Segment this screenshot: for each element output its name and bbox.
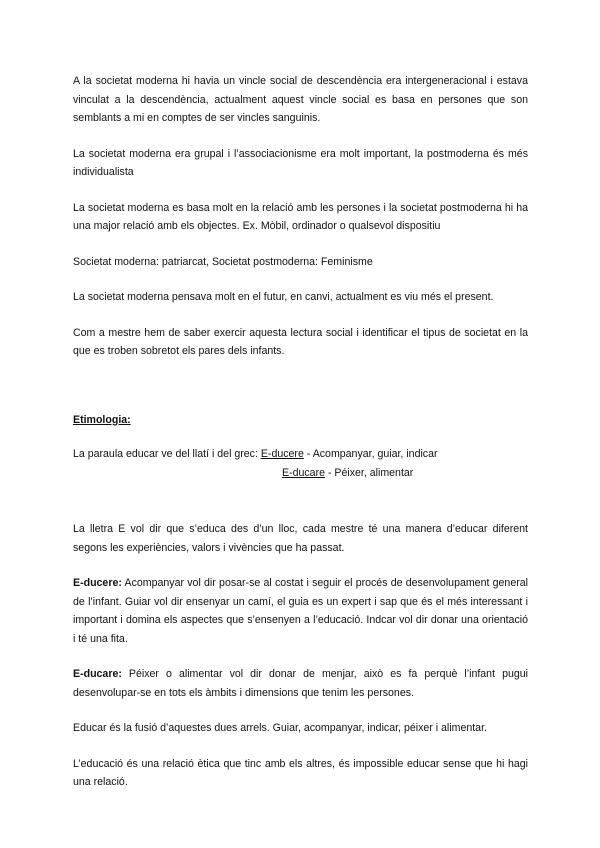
- paragraph-futur: La societat moderna pensava molt en el futur, en canvi, actualment es viu més el present.: [73, 291, 494, 303]
- etimologia-intro: La paraula educar ve del llatí i del grec:: [73, 448, 261, 460]
- paragraph-educare: [73, 665, 528, 702]
- definition-educere: - Acompanyar, guiar, indicar: [303, 448, 438, 460]
- paragraph-associacionisme: La societat moderna era grupal i l’associacionisme era molt important, la postmoderna és més individualista: [73, 147, 528, 178]
- definition-educare: - Péixer, alimentar: [325, 466, 414, 479]
- educare-text: Péixer o alimentar vol dir donar de menjar, això es fa perquè l’infant pugui desenvolupar-se en tots els àmbits i dimensions que tenim les persones.: [73, 668, 528, 699]
- paragraph-educere: [73, 574, 528, 648]
- paragraph-mestre: Com a mestre hem de saber exercir aquesta lectura social i identificar el tipus de societat en la que es troben sobretot els pares dels infants.: [73, 326, 528, 357]
- paragraph-lletra-e: La lletra E vol dir que s’educa des d’un lloc, cada mestre té una manera d’educar diferent segons les experiències, valors i vivències que ha passat.: [73, 523, 528, 554]
- etimologia-line-2: [73, 464, 528, 483]
- paragraph-fusio: Educar és la fusió d’aquestes dues arrels. Guiar, acompanyar, indicar, péixer i alimentar.: [73, 722, 487, 734]
- educere-label: E-ducere:: [73, 577, 122, 589]
- term-educere: E-ducere: [260, 448, 304, 460]
- paragraph-objectes: La societat moderna es basa molt en la relació amb les persones i la societat postmoderna hi ha una major relació amb els objectes. Ex. Mòbil, ordinador o qualsevol dispositiu: [73, 201, 528, 232]
- paragraph-patriarcat: Societat moderna: patriarcat, Societat postmoderna: Feminisme: [73, 255, 373, 268]
- educare-label: E-ducare:: [73, 668, 122, 680]
- paragraph-descendencia: A la societat moderna hi havia un vincle social de descendència era intergeneracional i estava vinculat a la descendència, actualment aquest vincle social es basa en persones que son semblants a mi en comptes de ser vincles sanguinis.: [73, 75, 528, 124]
- section-title-etimologia: Etimologia:: [73, 413, 131, 426]
- paragraph-relacio-etica: L’educació és una relació ètica que tinc amb els altres, és impossible educar sense que hi hagi una relació.: [73, 757, 528, 788]
- term-educare: E-ducare: [282, 466, 325, 479]
- etimologia-line-1: [73, 445, 528, 464]
- educere-text: Acompanyar vol dir posar-se al costat i seguir el procés de desenvolupament general de l’infant. Guiar vol dir ensenyar un camí, el guia es un expert i sap que és el més interessant i important i domina els aspectes que s’ensenyen a l’educació. Indcar vol dir donar una orientació i té una fita.: [73, 577, 528, 645]
